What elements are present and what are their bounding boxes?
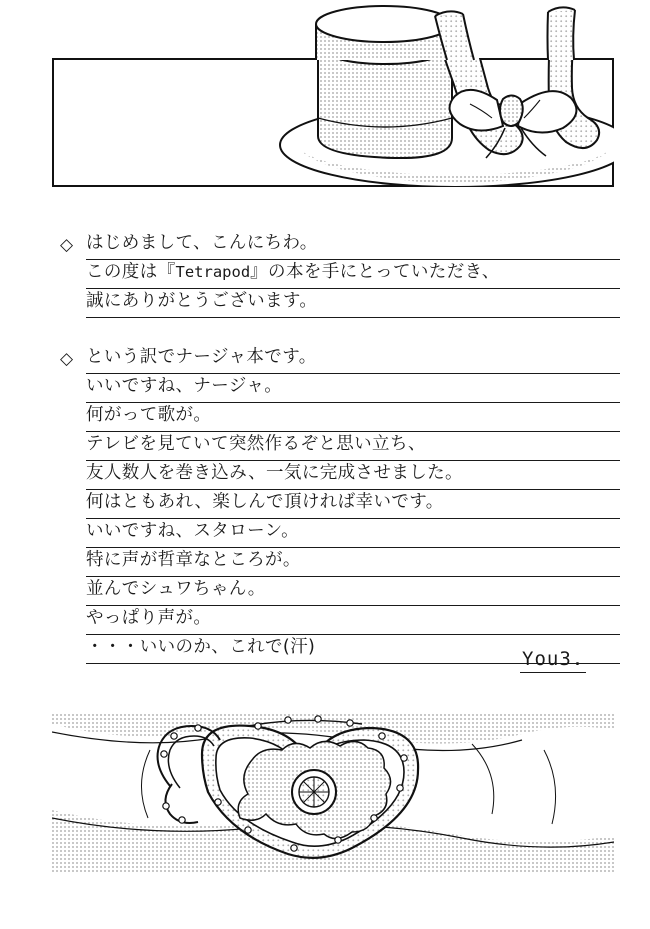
top-panel-clip — [52, 58, 614, 187]
bullet-spacer — [60, 461, 86, 490]
bullet-spacer — [60, 403, 86, 432]
text-line-content: テレビを見ていて突然作るぞと思い立ち、 — [86, 430, 620, 461]
text-line-content: 友人数人を巻き込み、一気に完成させました。 — [86, 459, 620, 490]
text-line-content: はじめまして、こんにちわ。 — [86, 229, 620, 260]
text-line-content: いいですね、スタローン。 — [86, 517, 620, 548]
bullet-spacer — [60, 548, 86, 577]
bullet-spacer — [60, 577, 86, 606]
top-illustration-panel — [52, 58, 614, 187]
text-line — [60, 260, 620, 289]
text-line — [60, 606, 620, 635]
bullet-spacer — [60, 635, 86, 664]
line-post-text: 』の本を手にとっていただき、 — [250, 262, 500, 282]
bottom-illustration-panel — [52, 714, 614, 874]
greeting-text-block — [60, 231, 620, 318]
text-line-content: という訳でナージャ本です。 — [86, 343, 620, 374]
text-line-content: 何がって歌が。 — [86, 401, 620, 432]
title-tetrapod: Tetrapod — [175, 263, 251, 281]
text-line — [60, 577, 620, 606]
text-line-content: 何はともあれ、楽しんで頂ければ幸いです。 — [86, 488, 620, 519]
text-line — [60, 519, 620, 548]
bullet-spacer — [60, 260, 86, 289]
text-line — [60, 490, 620, 519]
text-line-content: ・・・いいのか、これで(汗) — [86, 633, 620, 664]
text-line — [60, 345, 620, 374]
text-line — [60, 231, 620, 260]
diamond-bullet-icon: ◇ — [60, 235, 74, 255]
text-line-content — [86, 258, 620, 289]
text-line — [60, 432, 620, 461]
text-line-content: やっぱり声が。 — [86, 604, 620, 635]
bullet-spacer — [60, 519, 86, 548]
line-pre-text: この度は『 — [86, 262, 176, 282]
bullet-spacer — [60, 289, 86, 318]
text-line-content: いいですね、ナージャ。 — [86, 372, 620, 403]
text-line-content: 並んでシュワちゃん。 — [86, 575, 620, 606]
bullet-spacer — [60, 606, 86, 635]
armor-illustration-inner — [52, 714, 614, 874]
text-line-content: 特に声が哲章なところが。 — [86, 546, 620, 577]
text-line — [60, 403, 620, 432]
text-line — [60, 289, 620, 318]
body-text-block — [60, 345, 620, 664]
bottom-panel-clip — [52, 714, 614, 874]
bullet-spacer — [60, 374, 86, 403]
bullet-spacer — [60, 432, 86, 461]
author-signature: You3. — [520, 648, 586, 673]
bullet-spacer — [60, 490, 86, 519]
diamond-bullet-icon: ◇ — [60, 349, 74, 369]
text-line-content: 誠にありがとうございます。 — [86, 287, 620, 318]
hat-illustration-inner — [52, 58, 614, 187]
text-line — [60, 548, 620, 577]
text-line — [60, 461, 620, 490]
text-line — [60, 374, 620, 403]
